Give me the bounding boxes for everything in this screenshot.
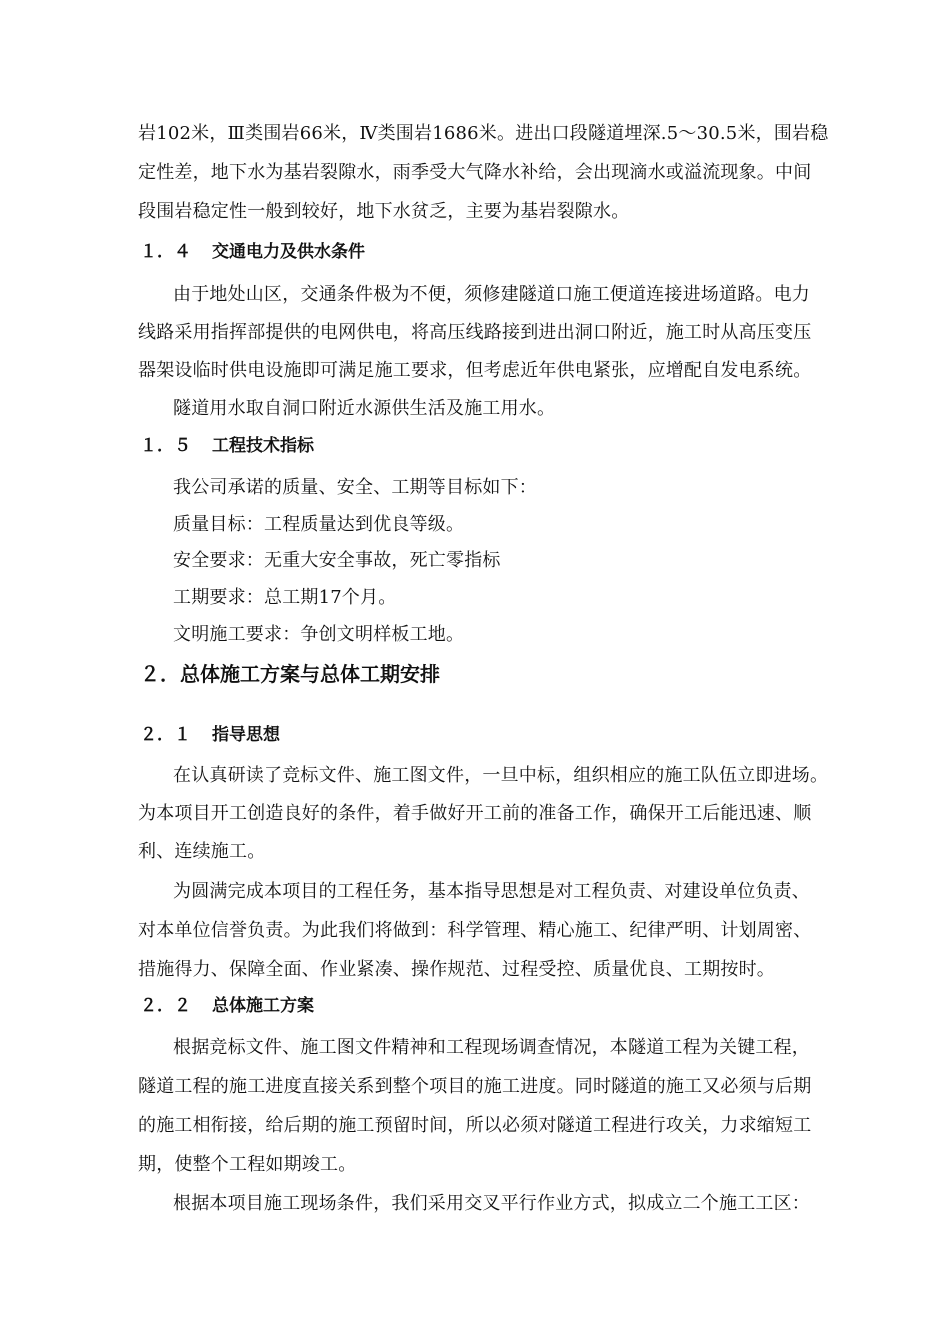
section-number: ２．１ (140, 725, 191, 745)
paragraph-line: 为本项目开工创造良好的条件，着手做好开工前的准备工作，确保开工后能迅速、顺 (138, 803, 812, 824)
paragraph-line: 隧道工程的施工进度直接关系到整个项目的施工进度。同时隧道的施工又必须与后期 (138, 1076, 812, 1097)
paragraph-line: 段围岩稳定性一般到较好，地下水贫乏，主要为基岩裂隙水。 (138, 201, 630, 222)
section-title: 指导思想 (212, 725, 280, 745)
paragraph-line: 由于地处山区，交通条件极为不便，须修建隧道口施工便道连接进场道路。电力 (173, 284, 810, 305)
section-number: １．５ (140, 436, 191, 456)
section-title: 交通电力及供水条件 (212, 242, 365, 262)
paragraph-line: 定性差，地下水为基岩裂隙水，雨季受大气降水补给，会出现滴水或溢流现象。中间 (138, 162, 812, 183)
section-number: ２．２ (140, 996, 191, 1016)
paragraph-line: 对本单位信誉负责。为此我们将做到：科学管理、精心施工、纪律严明、计划周密、 (138, 920, 812, 941)
paragraph-line: 工期要求：总工期17个月。 (173, 587, 397, 608)
section-heading-1-5 (140, 434, 314, 458)
paragraph-line: 期，使整个工程如期竣工。 (138, 1154, 357, 1175)
paragraph-line: 在认真研读了竞标文件、施工图文件，一旦中标，组织相应的施工队伍立即进场。 (173, 765, 829, 786)
paragraph-line: 为圆满完成本项目的工程任务，基本指导思想是对工程负责、对建设单位负责、 (173, 881, 810, 902)
paragraph-line: 文明施工要求：争创文明样板工地。 (173, 624, 465, 645)
paragraph-line: 安全要求：无重大安全事故，死亡零指标 (173, 550, 501, 571)
chapter-title: 总体施工方案与总体工期安排 (180, 662, 440, 686)
paragraph-line: 的施工相衔接，给后期的施工预留时间，所以必须对隧道工程进行攻关，力求缩短工 (138, 1115, 812, 1136)
paragraph-line: 根据本项目施工现场条件，我们采用交叉平行作业方式，拟成立二个施工工区： (173, 1193, 810, 1214)
paragraph-line: 根据竞标文件、施工图文件精神和工程现场调查情况，本隧道工程为关键工程， (173, 1037, 810, 1058)
section-title: 工程技术指标 (212, 436, 314, 456)
paragraph-line: 器架设临时供电设施即可满足施工要求，但考虑近年供电紧张，应增配自发电系统。 (138, 360, 812, 381)
chapter-number: ２． (140, 662, 180, 686)
paragraph-line: 措施得力、保障全面、作业紧凑、操作规范、过程受控、质量优良、工期按时。 (138, 959, 775, 980)
section-heading-2-2 (140, 994, 314, 1018)
paragraph-line: 线路采用指挥部提供的电网供电，将高压线路接到进出洞口附近，施工时从高压变压 (138, 322, 812, 343)
section-title: 总体施工方案 (212, 996, 314, 1016)
paragraph-line: 隧道用水取自洞口附近水源供生活及施工用水。 (173, 398, 556, 419)
section-number: １．４ (140, 242, 191, 262)
chapter-heading-2 (140, 661, 440, 687)
paragraph-line: 岩102米，Ⅲ类围岩66米，Ⅳ类围岩1686米。进出口段隧道埋深.5～30.5米，围岩稳 (138, 123, 829, 144)
paragraph-line: 我公司承诺的质量、安全、工期等目标如下： (173, 477, 537, 498)
section-heading-2-1 (140, 723, 280, 747)
paragraph-line: 利、连续施工。 (138, 841, 266, 862)
paragraph-line: 质量目标：工程质量达到优良等级。 (173, 514, 465, 535)
section-heading-1-4 (140, 240, 365, 264)
